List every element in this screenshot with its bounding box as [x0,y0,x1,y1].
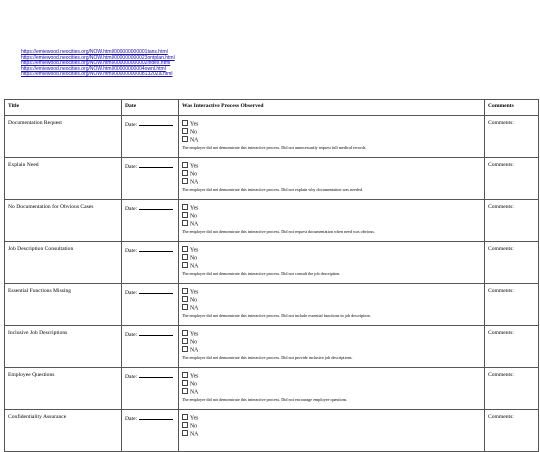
row-comments [485,284,539,326]
option-1[interactable] [182,170,481,178]
header-title: Title [5,100,122,116]
row-comments [485,242,539,284]
header-observed: Was Interactive Process Observed [179,100,485,116]
table-row [5,158,539,200]
row-title: Inclusive Job Descriptions [5,326,122,368]
option-0[interactable] [182,330,481,338]
checkbox-icon[interactable] [182,212,188,218]
row-note: The employer did not demonstrate this interactive process. Did not provide inclusive job descriptions. [182,354,353,360]
table-row [5,368,539,410]
row-note: The employer did not demonstrate this interactive process. Did not encourage employee questions. [182,396,348,402]
option-label: No [190,297,198,304]
row-title: Confidentiality Assurance [5,410,122,452]
date-input-line[interactable] [139,246,173,252]
option-0[interactable] [182,288,481,296]
date-input-line[interactable] [139,204,173,210]
row-observed [179,200,485,242]
checkbox-icon[interactable] [182,338,188,344]
checkbox-icon[interactable] [182,422,188,428]
table-row [5,284,539,326]
checkbox-icon[interactable] [182,254,188,260]
date-label: Date: [125,164,138,170]
option-label: NA [190,305,199,312]
date-label: Date: [125,416,138,422]
row-date [122,326,179,368]
comments-label: Comments: [488,120,514,126]
option-label: No [190,171,198,178]
row-note: The employer did not demonstrate this interactive process. Did not explain why documentation was needed. [182,186,363,192]
option-label: NA [190,431,199,438]
link-3[interactable]: https://emiewood.neocities.org/NOW.html/000000000002index.html [21,60,171,67]
comments-label: Comments: [488,162,514,168]
row-comments [485,410,539,452]
option-label: Yes [190,163,199,170]
checkbox-icon[interactable] [182,388,188,394]
option-0[interactable] [182,372,481,380]
row-observed [179,284,485,326]
table-row [5,200,539,242]
option-1[interactable] [182,422,481,430]
option-2[interactable] [182,346,481,354]
checkbox-icon[interactable] [182,204,188,210]
checkbox-icon[interactable] [182,380,188,386]
checkbox-icon[interactable] [182,128,188,134]
option-1[interactable] [182,380,481,388]
date-input-line[interactable] [139,288,173,294]
row-note: The employer did not demonstrate this interactive process. Did not include essential functions in job description. [182,312,371,318]
option-1[interactable] [182,254,481,262]
row-title: Explain Need [5,158,122,200]
table-row [5,326,539,368]
row-note: The employer did not demonstrate this interactive process. Did not request documentation when need was obvious. [182,228,375,234]
row-date [122,158,179,200]
row-title: No Documentation for Obvious Cases [5,200,122,242]
date-input-line[interactable] [139,120,173,126]
checkbox-icon[interactable] [182,170,188,176]
option-label: NA [190,389,199,396]
row-date [122,200,179,242]
date-label: Date: [125,248,138,254]
link-2[interactable]: https://emiewood.neocities.org/NOW.html/000000000023ontplan.html [21,54,175,61]
row-date [122,284,179,326]
link-list [21,50,175,78]
option-label: NA [190,221,199,228]
comments-label: Comments: [488,204,514,210]
date-label: Date: [125,374,138,380]
date-label: Date: [125,206,138,212]
option-label: No [190,213,198,220]
row-date [122,368,179,410]
option-label: NA [190,179,199,186]
row-title: Documentation Request [5,116,122,158]
row-comments [485,368,539,410]
row-title: Employee Questions [5,368,122,410]
row-comments [485,116,539,158]
option-label: Yes [190,205,199,212]
comments-label: Comments: [488,288,514,294]
table-row [5,410,539,452]
option-2[interactable] [182,388,481,396]
table-header-row [5,100,539,116]
row-date [122,116,179,158]
option-label: No [190,129,198,136]
option-label: Yes [190,289,199,296]
option-label: NA [190,137,199,144]
option-2[interactable] [182,136,481,144]
header-comments: Comments [485,100,539,116]
option-label: NA [190,263,199,270]
interactive-process-table [4,99,539,452]
date-input-line[interactable] [139,162,173,168]
row-title: Job Description Consultation [5,242,122,284]
link-4[interactable]: https://emiewood.neocities.org/NOW.html/00000000004ownl.html [21,65,166,72]
comments-label: Comments: [488,330,514,336]
option-2[interactable] [182,178,481,186]
option-label: Yes [190,121,199,128]
row-note: The employer did not demonstrate this interactive process. Did not unnecessarily request full medical records. [182,144,367,150]
checkbox-icon[interactable] [182,136,188,142]
checkbox-icon[interactable] [182,246,188,252]
option-0[interactable] [182,120,481,128]
option-label: Yes [190,373,199,380]
checkbox-icon[interactable] [182,430,188,436]
row-title: Essential Functions Missing [5,284,122,326]
row-observed [179,410,485,452]
table-row [5,242,539,284]
row-observed [179,158,485,200]
link-5[interactable]: https://emiewood.neocities.org/NOW.html/000000000081320Za.html [21,71,173,78]
option-2[interactable] [182,220,481,228]
row-comments [485,326,539,368]
option-label: No [190,381,198,388]
option-1[interactable] [182,212,481,220]
checkbox-icon[interactable] [182,372,188,378]
date-input-line[interactable] [139,414,173,420]
option-label: NA [190,347,199,354]
row-observed [179,116,485,158]
checkbox-icon[interactable] [182,262,188,268]
link-1[interactable]: https://emiewood.neocities.org/NOW.html/000000000001tans.html [21,49,168,55]
checkbox-icon[interactable] [182,220,188,226]
date-input-line[interactable] [139,372,173,378]
option-0[interactable] [182,246,481,254]
checkbox-icon[interactable] [182,162,188,168]
checkbox-icon[interactable] [182,296,188,302]
checkbox-icon[interactable] [182,346,188,352]
option-label: Yes [190,247,199,254]
checkbox-icon[interactable] [182,120,188,126]
checkbox-icon[interactable] [182,414,188,420]
row-note: The employer did not demonstrate this interactive process. Did not consult the job description. [182,270,341,276]
option-1[interactable] [182,338,481,346]
comments-label: Comments: [488,414,514,420]
option-label: Yes [190,415,199,422]
option-2[interactable] [182,430,481,438]
date-label: Date: [125,122,138,128]
option-2[interactable] [182,262,481,270]
checkbox-icon[interactable] [182,330,188,336]
option-1[interactable] [182,128,481,136]
option-label: No [190,339,198,346]
option-label: No [190,423,198,430]
option-2[interactable] [182,304,481,312]
row-observed [179,242,485,284]
row-date [122,410,179,452]
date-label: Date: [125,332,138,338]
option-0[interactable] [182,414,481,422]
table-row [5,116,539,158]
row-comments [485,200,539,242]
option-1[interactable] [182,296,481,304]
date-input-line[interactable] [139,330,173,336]
comments-label: Comments: [488,246,514,252]
checkbox-icon[interactable] [182,288,188,294]
row-comments [485,158,539,200]
row-observed [179,368,485,410]
header-date: Date [122,100,179,116]
option-0[interactable] [182,162,481,170]
row-date [122,242,179,284]
option-0[interactable] [182,204,481,212]
row-observed [179,326,485,368]
checkbox-icon[interactable] [182,304,188,310]
option-label: No [190,255,198,262]
checkbox-icon[interactable] [182,178,188,184]
date-label: Date: [125,290,138,296]
option-label: Yes [190,331,199,338]
comments-label: Comments: [488,372,514,378]
